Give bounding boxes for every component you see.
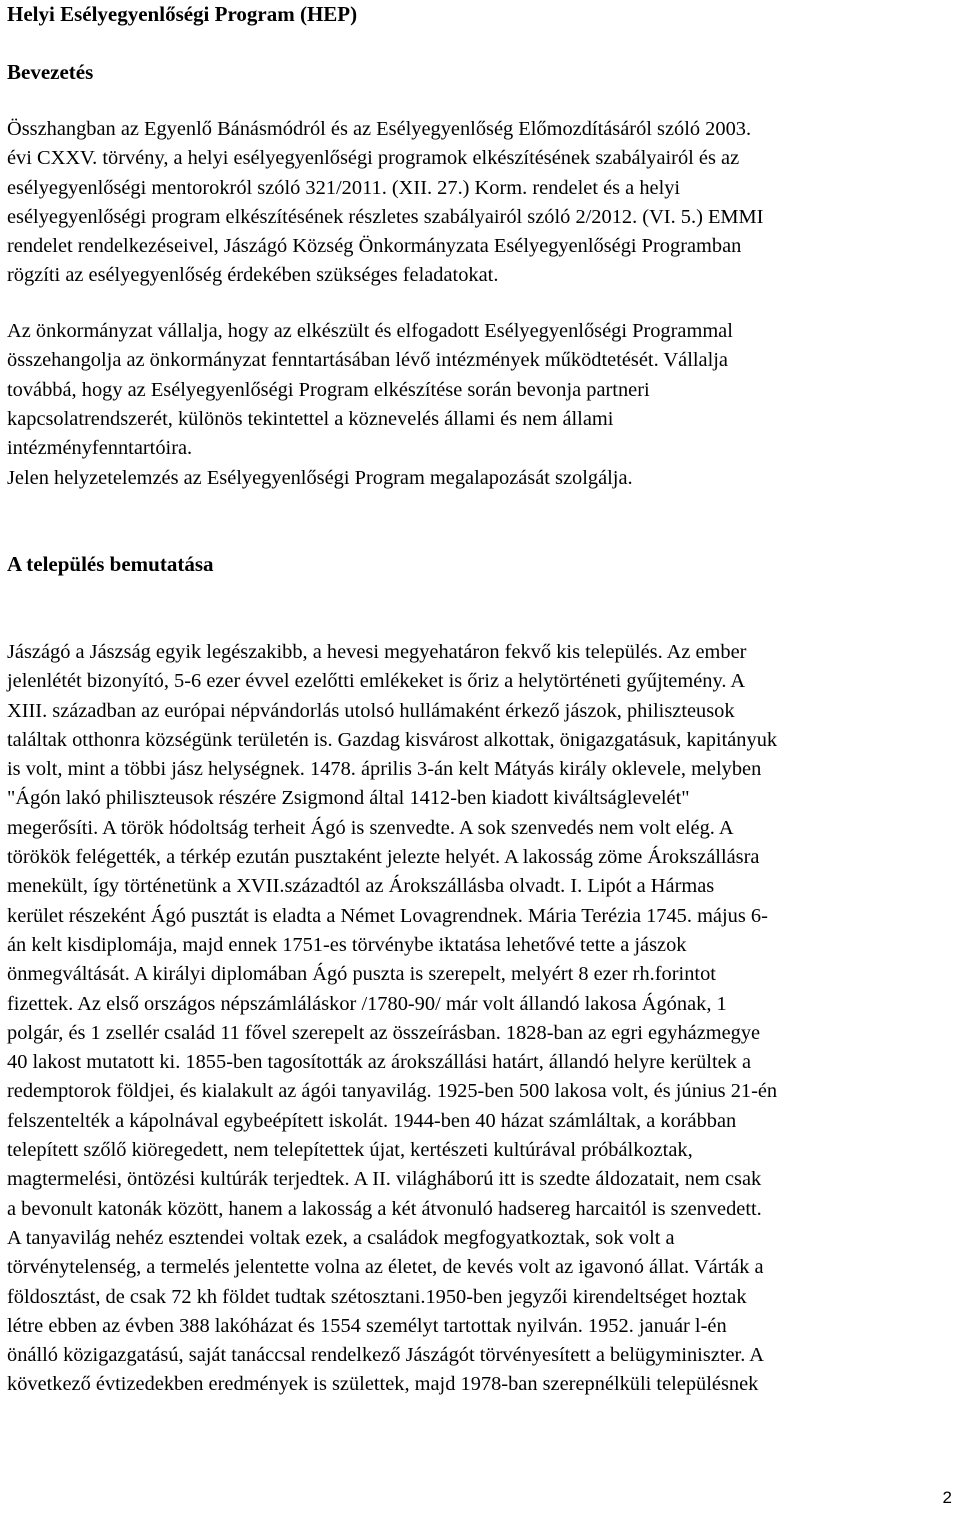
section-heading-intro: Bevezetés — [7, 60, 94, 84]
section-heading-settlement: A település bemutatása — [7, 552, 214, 576]
text-line: megerősíti. A török hódoltság terheit Ágó is szenvedte. A sok szenvedés nem volt elég. A — [7, 816, 734, 839]
text-line: fizettek. Az első országos népszámláláskor /1780-90/ már volt állandó lakosa Ágónak, 1 — [7, 992, 727, 1015]
intro-paragraph-1 — [7, 115, 959, 291]
page-number: 2 — [942, 1488, 952, 1507]
text-line: földosztást, de csak 72 kh földet tudtak szétosztani.1950-ben jegyzői kirendeltséget hoztak — [7, 1285, 747, 1308]
text-line: Összhangban az Egyenlő Bánásmódról és az Esélyegyenlőség Előmozdításáról szóló 2003. — [7, 118, 752, 140]
text-line: törvénytelenség, a termelés jelentette volna az életet, de kevés volt az igavonó állat. Várták a — [7, 1256, 764, 1279]
text-line: rögzíti az esélyegyenlőség érdekében szükséges feladatokat. — [7, 264, 499, 287]
text-line: esélyegyenlőségi program elkészítésének részletes szabályairól szóló 2/2012. (VI. 5.) EMMI — [7, 205, 764, 228]
document-title: Helyi Esélyegyenlőségi Program (HEP) — [7, 2, 358, 26]
text-line: XIII. században az európai népvándorlás utolsó hullámaként érkező jászok, philiszteusok — [7, 699, 735, 722]
text-line: önmegváltását. A királyi diplomában Ágó puszta is szerepelt, melyért 8 ezer rh.forintot — [7, 963, 716, 986]
text-line: telepített szőlő kiöregedett, nem telepítettek újat, kertészeti kultúrával próbálkoztak, — [7, 1139, 693, 1162]
text-line: rendelet rendelkezéseivel, Jászágó Község Önkormányzata Esélyegyenlőségi Programban — [7, 235, 742, 258]
text-line: Jelen helyzetelemzés az Esélyegyenlőségi Program megalapozását szolgálja. — [7, 467, 633, 489]
text-line: a bevonult katonák között, hanem a lakosság a két átvonuló hadsereg harcaitól is szenvedett. — [7, 1197, 762, 1220]
text-line: kapcsolatrendszerét, különös tekintettel a köznevelés állami és nem állami — [7, 407, 614, 430]
text-line: án kelt kisdiplomája, majd ennek 1751-es törvénybe iktatása lehetővé tette a jászok — [7, 933, 687, 956]
text-line: találtak otthonra községünk területén is. Gazdag kisvárost alkottak, önigazgatásuk, kapitányuk — [7, 728, 778, 751]
text-line: összehangolja az önkormányzat fenntartásában lévő intézmények működtetését. Vállalja — [7, 349, 728, 372]
text-line: továbbá, hogy az Esélyegyenlőségi Program elkészítése során bevonja partneri — [7, 378, 650, 401]
text-line: 40 lakost mutatott ki. 1855-ben tagosították az árokszállási határt, állandó helyre kerültek a — [7, 1051, 752, 1074]
text-line: törökök felégették, a térkép ezután pusztaként jelezte helyét. A lakosság zöme Árokszállásra — [7, 846, 760, 869]
text-line: intézményfenntartóira. — [7, 437, 193, 460]
text-line: "Ágón lakó philiszteusok részére Zsigmond által 1412-ben kiadott kiváltságlevelét" — [7, 787, 690, 810]
intro-paragraph-2 — [7, 317, 959, 463]
settlement-paragraph — [7, 638, 959, 1400]
text-line: menekült, így történetünk a XVII.századtól az Árokszállásba olvadt. I. Lipót a Hármas — [7, 875, 715, 898]
text-line: következő évtizedekben eredmények is születtek, majd 1978-ban szerepnélküli településnek — [7, 1373, 759, 1396]
text-line: esélyegyenlőségi mentorokról szóló 321/2011. (XII. 27.) Korm. rendelet és a helyi — [7, 176, 681, 199]
text-line: felszentelték a kápolnával egybeépített iskolát. 1944-ben 40 házat számláltak, a korábban — [7, 1109, 737, 1132]
text-line: Az önkormányzat vállalja, hogy az elkészült és elfogadott Esélyegyenlőségi Programmal — [7, 320, 733, 342]
text-line: A tanyavilág nehéz esztendei voltak ezek, a családok megfogyatkoztak, sok volt a — [7, 1226, 675, 1249]
text-line: magtermelési, öntözési kultúrák terjedtek. A II. világháború itt is szedte áldozatait, nem csak — [7, 1168, 762, 1191]
text-line: jelenlétét bizonyító, 5-6 ezer évvel ezelőtti emlékeket is őriz a helytörténeti gyűjtemény. A — [7, 670, 746, 693]
text-line: létre ebben az évben 388 lakóházat és 1554 személyt tartottak nyilván. 1952. január l-én — [7, 1314, 727, 1337]
text-line: is volt, mint a többi jász helységnek. 1478. április 3-án kelt Mátyás király oklevele, melyben — [7, 758, 762, 781]
text-line: évi CXXV. törvény, a helyi esélyegyenlőségi programok elkészítésének szabályairól és az — [7, 147, 740, 170]
text-line: redemptorok földjei, és kialakult az ágói tanyavilág. 1925-ben 500 lakosa volt, és június 21-én — [7, 1080, 778, 1103]
text-line: polgár, és 1 zsellér család 11 fővel szerepelt az összeírásban. 1828-ban az egri egyházmegye — [7, 1021, 761, 1044]
text-line: kerület részeként Ágó pusztát is eladta a Német Lovagrendnek. Mária Terézia 1745. május 6- — [7, 904, 768, 927]
text-line: önálló közigazgatású, saját tanáccsal rendelkező Jászágót törvényesített a belügyminiszter. A — [7, 1344, 765, 1367]
intro-paragraph-3 — [7, 464, 959, 493]
text-line: Jászágó a Jászság egyik legészakibb, a hevesi megyehatáron fekvő kis település. Az ember — [7, 641, 747, 663]
